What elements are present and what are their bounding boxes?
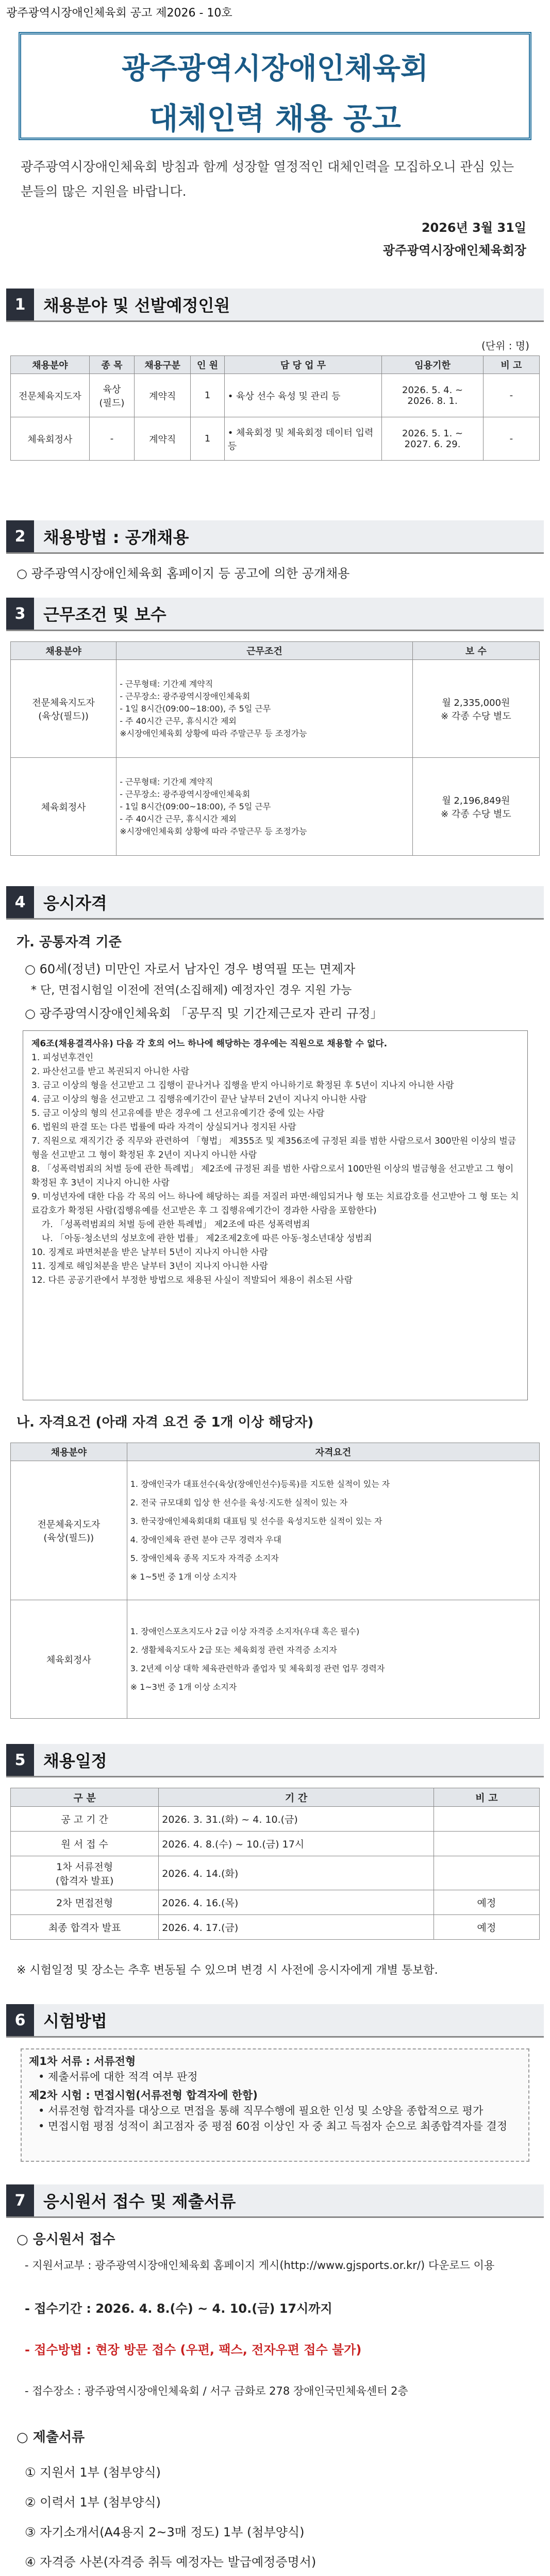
cell <box>127 1600 539 1719</box>
section-4-header <box>6 886 544 920</box>
recruit-table-header <box>11 356 540 374</box>
table-row <box>11 758 540 856</box>
table-row <box>11 1832 540 1856</box>
cell: 전문체육지도자 (육상(필드)) <box>11 1461 127 1600</box>
criteria-regulation: ○ 광주광역시장애인체육회 「공무직 및 기간제근로자 관리 규정」 <box>25 1006 383 1021</box>
disqualification-subitem: 나. 「아동·청소년의 성보호에 관한 법률」 제2조제2호에 따른 아동·청소년대상 성범죄 <box>42 1233 372 1244</box>
section-4-title: 응시자격 <box>43 893 107 913</box>
cell: 2026. 5. 4. ~ 2026. 8. 1. <box>382 374 483 417</box>
qualification-line: 1. 장애인스포츠지도사 2급 이상 자격증 소지자(우대 혹은 필수) <box>130 1626 360 1636</box>
condition-line: - 근무장소: 광주광역시장애인체육회 <box>120 691 251 701</box>
title-box <box>19 32 531 140</box>
step2-body: • 서류전형 합격자를 대상으로 면접을 통해 직무수행에 필요한 인성 및 소양을 종합적으로 평가 <box>38 2105 484 2117</box>
section-6-number: 6 <box>6 2004 34 2036</box>
criteria-age-note: * 단, 면접시험일 이전에 전역(소집해제) 예정자인 경우 지원 가능 <box>31 984 352 997</box>
table-row <box>11 1461 540 1600</box>
cell: 최종 합격자 발표 <box>11 1915 159 1940</box>
cell: 예정 <box>434 1890 539 1915</box>
qualification-line: ※ 1~5번 중 1개 이상 소지자 <box>130 1571 237 1582</box>
cell: 2026. 4. 8.(수) ~ 10.(금) 17시 <box>159 1832 434 1856</box>
cell: - <box>89 417 134 461</box>
disqualification-item: 10. 징계로 파면처분을 받은 날부터 5년이 지나지 아니한 사람 <box>31 1247 268 1258</box>
title-org: 광주광역시장애인체육회 <box>121 52 429 86</box>
cell: 2026. 4. 16.(목) <box>159 1890 434 1915</box>
section-6-header <box>6 2004 544 2038</box>
cell: • 육상 선수 육성 및 관리 등 <box>224 374 382 417</box>
cell: 2026. 4. 14.(화) <box>159 1856 434 1890</box>
cell <box>434 1832 539 1856</box>
section-3-title: 근무조건 및 보수 <box>43 605 166 624</box>
section-1-number: 1 <box>6 289 34 320</box>
table-row <box>11 417 540 461</box>
qualification-line: 2. 전국 규모대회 입상 한 선수를 육성·지도한 실적이 있는 자 <box>130 1497 348 1507</box>
qualification-title: 나. 자격요건 (아래 자격 요건 중 1개 이상 해당자) <box>16 1415 314 1430</box>
condition-line: ※시장애인체육회 상황에 따라 주말근무 등 조정가능 <box>120 826 307 836</box>
col-header: 채용분야 <box>11 642 116 660</box>
document-item: ④ 자격증 사본(자격증 취득 예정자는 발급예정증명서) <box>25 2555 316 2569</box>
section-4-number: 4 <box>6 886 34 918</box>
application-place: - 접수장소 : 광주광역시장애인체육회 / 서구 금화로 278 장애인국민체육센터 2층 <box>25 2385 408 2397</box>
cell <box>434 1856 539 1890</box>
intro-paragraph: 광주광역시장애인체육회 방침과 함께 성장할 열정적인 대체인력을 모집하오니 관심 있는 분들의 많은 지원을 바랍니다. <box>21 159 514 199</box>
disqualification-item: 9. 미성년자에 대한 다음 각 목의 어느 하나에 해당하는 죄를 저질러 파면·해임되거나 형 또는 치료감호를 선고받아 그 형 또는 치료감호가 확정된 사람(집행유예를 선고받은 후 그 집행유예기간이 경과한 사람을 포함한다) <box>31 1192 519 1216</box>
col-header: 근무조건 <box>116 642 413 660</box>
disqualification-subitem: 가. 「성폭력범죄의 처벌 등에 관한 특례법」 제2조에 따른 성폭력범죄 <box>42 1219 310 1230</box>
disqualification-head: 제6조(채용결격사유) 다음 각 호의 어느 하나에 해당하는 경우에는 직원으로 채용할 수 없다. <box>31 1039 388 1049</box>
disqualification-item: 2. 파산선고를 받고 복권되지 아니한 사람 <box>31 1066 189 1077</box>
cell: 2차 면접전형 <box>11 1890 159 1915</box>
cell: 원 서 접 수 <box>11 1832 159 1856</box>
col-header: 비 고 <box>434 1788 539 1807</box>
table-row <box>11 660 540 758</box>
disqualification-item: 11. 징계로 해임처분을 받은 날부터 3년이 지나지 아니한 사람 <box>31 1261 268 1272</box>
condition-line: - 근무형태: 기간제 계약직 <box>120 776 213 787</box>
qualification-line: ※ 1~3번 중 1개 이상 소지자 <box>130 1682 237 1692</box>
cell: 전문체육지도자 <box>11 374 90 417</box>
section-1-title: 채용분야 및 선발예정인원 <box>43 296 230 315</box>
qualification-line: 5. 장애인체육 종목 지도자 자격증 소지자 <box>130 1553 279 1563</box>
schedule-table-wrap <box>10 1788 540 1940</box>
section-5-number: 5 <box>6 1744 34 1776</box>
col-header: 채용분야 <box>11 356 90 374</box>
application-method-text: - 접수방법 : 현장 방문 접수 (우편, 팩스, 전자우편 접수 불가) <box>25 2343 362 2357</box>
cell: 계약직 <box>135 374 191 417</box>
criteria-age: ○ 60세(정년) 미만인 자로서 남자인 경우 병역필 또는 면제자 <box>25 962 356 976</box>
disqualification-item: 4. 금고 이상의 형을 선고받고 그 집행유예기간이 끝난 날부터 2년이 지나지 아니한 사람 <box>31 1094 367 1105</box>
exam-method-box <box>21 2048 529 2162</box>
hiring-method: ○ 광주광역시장애인체육회 홈페이지 등 공고에 의한 공개채용 <box>16 566 350 581</box>
section-7-header <box>6 2184 544 2218</box>
cell: 1 <box>191 417 224 461</box>
schedule-table <box>10 1788 540 1940</box>
section-2-title: 채용방법 : 공개채용 <box>43 528 189 547</box>
cell: - <box>483 417 539 461</box>
cell: - <box>483 374 539 417</box>
cell: • 체육회정 및 체육회정 데이터 입력 등 <box>224 417 382 461</box>
section-3-table-wrap <box>10 641 540 856</box>
section-1-table-wrap <box>10 355 540 461</box>
title-main: 대체인력 채용 공고 <box>149 101 401 136</box>
col-header: 보 수 <box>412 642 539 660</box>
col-header: 인 원 <box>191 356 224 374</box>
condition-line: - 주 40시간 근무, 휴식시간 제외 <box>120 716 237 726</box>
cell: 예정 <box>434 1915 539 1940</box>
section-6-title: 시험방법 <box>43 2011 107 2031</box>
disqualification-item: 6. 법원의 판결 또는 다른 법률에 따라 자격이 상실되거나 정지된 사람 <box>31 1122 296 1132</box>
qualification-table <box>10 1443 540 1719</box>
issuer: 광주광역시장애인체육회장 <box>382 243 526 258</box>
application-heading: ○ 응시원서 접수 <box>16 2232 115 2247</box>
recruit-table <box>10 355 540 461</box>
condition-line: - 1일 8시간(09:00~18:00), 주 5일 근무 <box>120 703 271 714</box>
cell: 체육회정사 <box>11 417 90 461</box>
cell <box>116 758 413 856</box>
cell: 2026. 4. 17.(금) <box>159 1915 434 1940</box>
qualification-line: 1. 장애인국가 대표선수(육상(장애인선수)등록)를 지도한 실적이 있는 자 <box>130 1479 390 1489</box>
col-header: 채용구분 <box>135 356 191 374</box>
table-row <box>11 1915 540 1940</box>
documents-list <box>25 2458 535 2576</box>
col-header: 자격요건 <box>127 1443 539 1461</box>
cell: 2026. 5. 1. ~ 2027. 6. 29. <box>382 417 483 461</box>
section-5-title: 채용일정 <box>43 1751 107 1771</box>
document-item: ③ 자기소개서(A4용지 2~3매 정도) 1부 (첨부양식) <box>25 2525 305 2539</box>
table-row <box>11 374 540 417</box>
cell <box>434 1807 539 1832</box>
documents-heading: ○ 제출서류 <box>16 2430 85 2445</box>
qualification-line: 3. 2년제 이상 대학 체육관련학과 졸업자 및 체육회정 관련 업무 경력자 <box>130 1663 385 1673</box>
cell <box>127 1461 539 1600</box>
step2-body-2: • 면접시험 평점 성적이 최고점자 중 평점 60점 이상인 자 중 최고 득점자 순으로 최종합격자를 결정 <box>38 2120 508 2132</box>
cell <box>116 660 413 758</box>
section-5-header <box>6 1744 544 1777</box>
col-header: 종 목 <box>89 356 134 374</box>
section-2-header <box>6 520 544 554</box>
col-header: 구 분 <box>11 1788 159 1807</box>
qualification-line: 4. 장애인체육 관련 분야 근무 경력자 우대 <box>130 1534 281 1545</box>
section-7-title: 응시원서 접수 및 제출서류 <box>43 2192 236 2211</box>
section-7-number: 7 <box>6 2184 34 2216</box>
schedule-note: ※ 시험일정 및 장소는 추후 변동될 수 있으며 변경 시 사전에 응시자에게 개별 통보함. <box>16 1964 438 1977</box>
cell: 체육회정사 <box>11 758 116 856</box>
application-period: - 접수기간 : 2026. 4. 8.(수) ~ 4. 10.(금) 17시까지 <box>25 2301 332 2316</box>
col-header: 담 당 업 무 <box>224 356 382 374</box>
table-row <box>11 1856 540 1890</box>
cell: 1 <box>191 374 224 417</box>
step1-body: • 제출서류에 대한 적격 여부 판정 <box>38 2071 198 2083</box>
disqualification-item: 5. 금고 이상의 형의 선고유예를 받은 경우에 그 선고유예기간 중에 있는 사람 <box>31 1108 325 1118</box>
table-row <box>11 1890 540 1915</box>
condition-line: - 1일 8시간(09:00~18:00), 주 5일 근무 <box>120 801 271 811</box>
cell: 육상 (필드) <box>89 374 134 417</box>
document-item: ② 이력서 1부 (첨부양식) <box>25 2495 161 2510</box>
issue-date-block <box>383 216 526 262</box>
cell: 월 2,335,000원 ※ 각종 수당 별도 <box>412 660 539 758</box>
section-2-number: 2 <box>6 520 34 552</box>
qualification-line: 3. 한국장애인체육회대회 대표팀 및 선수를 육성지도한 실적이 있는 자 <box>130 1516 382 1526</box>
cell: 공 고 기 간 <box>11 1807 159 1832</box>
qualification-table-wrap <box>10 1443 540 1719</box>
table-row <box>11 1600 540 1719</box>
step2-title: 제2차 시험 : 면접시험(서류전형 합격자에 한함) <box>29 2089 258 2102</box>
cell: 2026. 3. 31.(화) ~ 4. 10.(금) <box>159 1807 434 1832</box>
conditions-table <box>10 641 540 856</box>
issue-date: 2026년 3월 31일 <box>421 221 526 235</box>
col-header: 비 고 <box>483 356 539 374</box>
disqualification-item: 12. 다른 공공기관에서 부정한 방법으로 채용된 사실이 적발되어 채용이 취소된 사람 <box>31 1275 353 1285</box>
condition-line: - 주 40시간 근무, 휴식시간 제외 <box>120 814 237 824</box>
document-item: ① 지원서 1부 (첨부양식) <box>25 2465 161 2480</box>
disqualification-item: 1. 피성년후견인 <box>31 1053 94 1063</box>
cell: 1차 서류전형 (합격자 발표) <box>11 1856 159 1890</box>
disqualification-item: 8. 「성폭력범죄의 처벌 등에 관한 특례법」 제2조에 규정된 죄를 범한 사람으로서 100만원 이상의 벌금형을 선고받고 그 형이 확정된 후 3년이 지나지 아니한 사람 <box>31 1164 514 1188</box>
application-form-info: - 지원서교부 : 광주광역시장애인체육회 홈페이지 게시(http://www.gjsports.or.kr/) 다운로드 이용 <box>25 2259 495 2272</box>
section-3-number: 3 <box>6 598 34 630</box>
cell: 월 2,196,849원 ※ 각종 수당 별도 <box>412 758 539 856</box>
table-row <box>11 1807 540 1832</box>
notice-number: 광주광역시장애인체육회 공고 제2026 - 10호 <box>6 7 232 20</box>
disqualification-item: 3. 금고 이상의 형을 선고받고 그 집행이 끝나거나 집행을 받지 아니하기로 확정된 후 5년이 지나지 아니한 사람 <box>31 1080 454 1091</box>
condition-line: ※시장애인체육회 상황에 따라 주말근무 등 조정가능 <box>120 728 307 738</box>
col-header: 채용분야 <box>11 1443 127 1461</box>
col-header: 임용기한 <box>382 356 483 374</box>
qualification-line: 2. 생활체육지도사 2급 또는 체육회정 관련 자격증 소지자 <box>130 1645 337 1655</box>
cell: 계약직 <box>135 417 191 461</box>
section-3-header <box>6 598 544 631</box>
cell: 체육회정사 <box>11 1600 127 1719</box>
condition-line: - 근무장소: 광주광역시장애인체육회 <box>120 789 251 799</box>
section-1-header <box>6 289 544 322</box>
unit-label: (단위 : 명) <box>481 340 529 352</box>
col-header: 기 간 <box>159 1788 434 1807</box>
cell: 전문체육지도자 (육상(필드)) <box>11 660 116 758</box>
application-method <box>25 2339 361 2361</box>
disqualification-box <box>23 1030 528 1400</box>
disqualification-item: 7. 직원으로 재직기간 중 직무와 관련하여 「형법」 제355조 및 제356조에 규정된 죄를 범한 사람으로서 300만원 이상의 벌금형을 선고받고 그 형이 확정된 후 2년이 지나지 아니한 사람 <box>31 1136 516 1160</box>
condition-line: - 근무형태: 기간제 계약직 <box>120 679 213 689</box>
common-criteria-title: 가. 공통자격 기준 <box>16 935 122 950</box>
step1-title: 제1차 서류 : 서류전형 <box>29 2055 136 2067</box>
